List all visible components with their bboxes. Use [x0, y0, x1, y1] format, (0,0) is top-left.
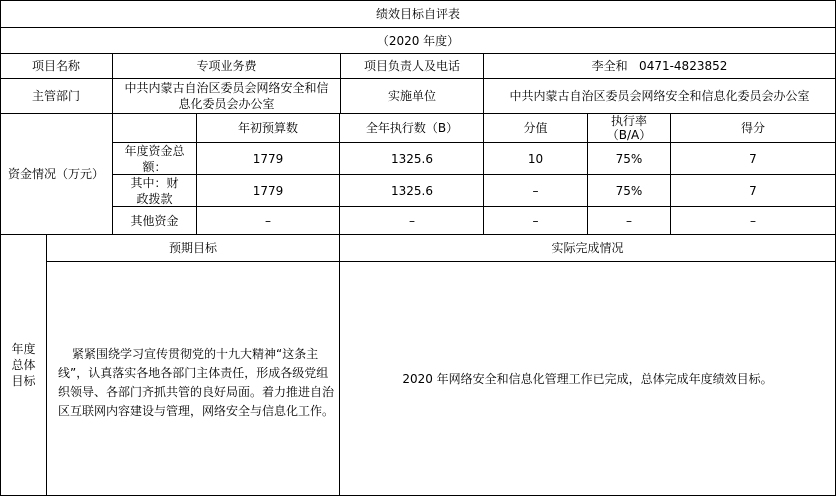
- table-title: 绩效目标自评表: [375, 7, 460, 21]
- funds-row-executed: 1325.6: [391, 151, 433, 166]
- actual-result-header: 实际完成情况: [551, 241, 624, 255]
- funds-row-budget: 1779: [252, 183, 284, 198]
- impl-unit-label: 实施单位: [387, 89, 436, 103]
- expected-goal-header: 预期目标: [168, 241, 217, 255]
- project-leader-value: 李全和 0471-4823852: [591, 59, 728, 73]
- funds-row-rate: 75%: [615, 151, 643, 166]
- impl-unit-value: 中共内蒙古自治区委员会网络安全和信息化委员会办公室: [509, 89, 810, 103]
- funds-row-score-value: –: [532, 183, 539, 198]
- funds-row-score-value: 10: [527, 151, 544, 166]
- header-budget: 年初预算数: [237, 121, 298, 135]
- project-leader-label: 项目负责人及电话: [363, 59, 460, 73]
- goals-section-label-text: 年度总体目标: [11, 342, 36, 388]
- year-label: （2020 年度）: [376, 33, 460, 48]
- goals-section-label: [1, 235, 46, 495]
- funds-row-score: –: [750, 213, 756, 228]
- funds-row-rate: 75%: [615, 183, 643, 198]
- actual-result-text: 2020 年网络安全和信息化管理工作已完成，总体完成年度绩效目标。: [402, 371, 773, 386]
- funds-section-label: 资金情况（万元）: [7, 167, 104, 181]
- dept-value: 中共内蒙古自治区委员会网络安全和信息化委员会办公室: [124, 81, 329, 111]
- dept-label: 主管部门: [31, 89, 80, 103]
- header-score-value: 分值: [523, 121, 548, 135]
- funds-row-label: 年度资金总额：: [124, 143, 185, 174]
- funds-row-executed: –: [409, 213, 415, 228]
- expected-goal-text: 紧紧围绕学习宣传贯彻党的十九大精神“这条主线”，认真落实各地各部门主体责任，形成各级党组织领导、各部门齐抓共管的良好局面。着力推进自治区互联网内容建设与管理，网络安全与信息化工作。: [58, 347, 335, 418]
- funds-row-score-value: –: [532, 213, 539, 228]
- project-name-label: 项目名称: [31, 59, 80, 73]
- funds-row-score: 7: [749, 151, 757, 166]
- header-rate: 执行率（B/A）: [606, 114, 652, 142]
- funds-row-rate: –: [626, 213, 632, 228]
- header-executed: 全年执行数（B）: [365, 121, 459, 135]
- project-name-value: 专项业务费: [196, 59, 257, 73]
- funds-row-budget: 1779: [252, 151, 284, 166]
- header-score: 得分: [740, 121, 765, 135]
- funds-row-score: 7: [749, 183, 757, 198]
- funds-row-label: 其他资金: [130, 213, 179, 228]
- funds-row-executed: 1325.6: [391, 183, 433, 198]
- funds-row-budget: –: [265, 213, 271, 228]
- funds-row-label: 其中：财政拨款: [130, 175, 179, 206]
- col-divider: [46, 234, 47, 496]
